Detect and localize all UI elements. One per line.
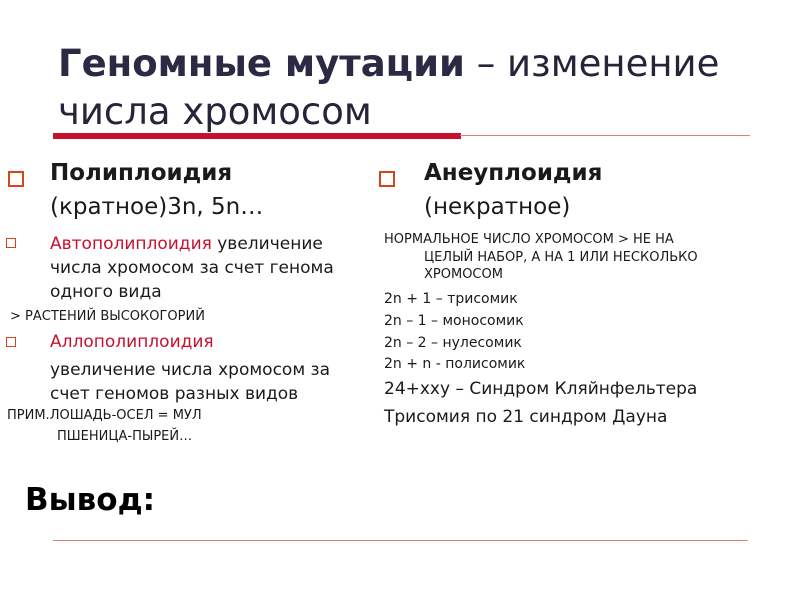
autopolyploidy-desc3: одного вида: [50, 282, 162, 302]
title-rule-thick: [53, 133, 461, 139]
autopolyploidy-label: Автополиплоидия: [50, 234, 212, 254]
bottom-rule: [53, 540, 748, 541]
list-item: 2n + n - полисомик: [384, 356, 526, 372]
small-square-bullet-icon: [6, 337, 16, 347]
slide-title: [58, 40, 719, 136]
conclusion-label: Вывод:: [25, 482, 156, 518]
title-line2: числа хромосом: [58, 90, 372, 133]
klinefelter-line: 24+xxy – Синдром Кляйнфельтера: [384, 379, 698, 399]
title-rule-thin: [460, 135, 750, 136]
down-line: Трисомия по 21 синдром Дауна: [384, 407, 668, 427]
title-rest: – изменение: [464, 42, 720, 85]
autopolyploidy-desc1: увеличение: [211, 234, 323, 254]
list-item: 2n – 1 – моносомик: [384, 313, 524, 329]
normal-number-note3: ХРОМОСОМ: [424, 267, 503, 282]
normal-number-note2: ЦЕЛЫЙ НАБОР, А НА 1 ИЛИ НЕСКОЛЬКО: [424, 250, 698, 265]
list-item: 2n – 2 – нулесомик: [384, 335, 522, 351]
square-bullet-icon: [8, 171, 24, 187]
aneuploidy-heading: Анеуплоидия: [424, 160, 603, 186]
example-line1: ПРИМ.ЛОШАДЬ-ОСЕЛ = МУЛ: [7, 408, 202, 423]
plants-note: > РАСТЕНИЙ ВЫСОКОГОРИЙ: [10, 309, 205, 324]
polyploidy-heading: Полиплоидия: [50, 160, 233, 186]
autopolyploidy-line1: [50, 232, 323, 256]
aneuploidy-subheading: (некратное): [424, 194, 571, 220]
allopolyploidy-desc1: увеличение числа хромосом за: [50, 360, 331, 380]
polyploidy-subheading: (кратное)3n, 5n…: [50, 194, 264, 220]
allopolyploidy-label: Аллополиплоидия: [50, 332, 214, 352]
title-bold: Геномные мутации: [58, 42, 465, 85]
normal-number-note1: НОРМАЛЬНОЕ ЧИСЛО ХРОМОСОМ > НЕ НА: [384, 232, 674, 247]
square-bullet-icon: [379, 171, 395, 187]
autopolyploidy-desc2: числа хромосом за счет генома: [50, 258, 334, 278]
small-square-bullet-icon: [6, 238, 16, 248]
list-item: 2n + 1 – трисомик: [384, 291, 518, 307]
example-line2: ПШЕНИЦА-ПЫРЕЙ…: [57, 429, 193, 444]
allopolyploidy-desc2: счет геномов разных видов: [50, 384, 299, 404]
